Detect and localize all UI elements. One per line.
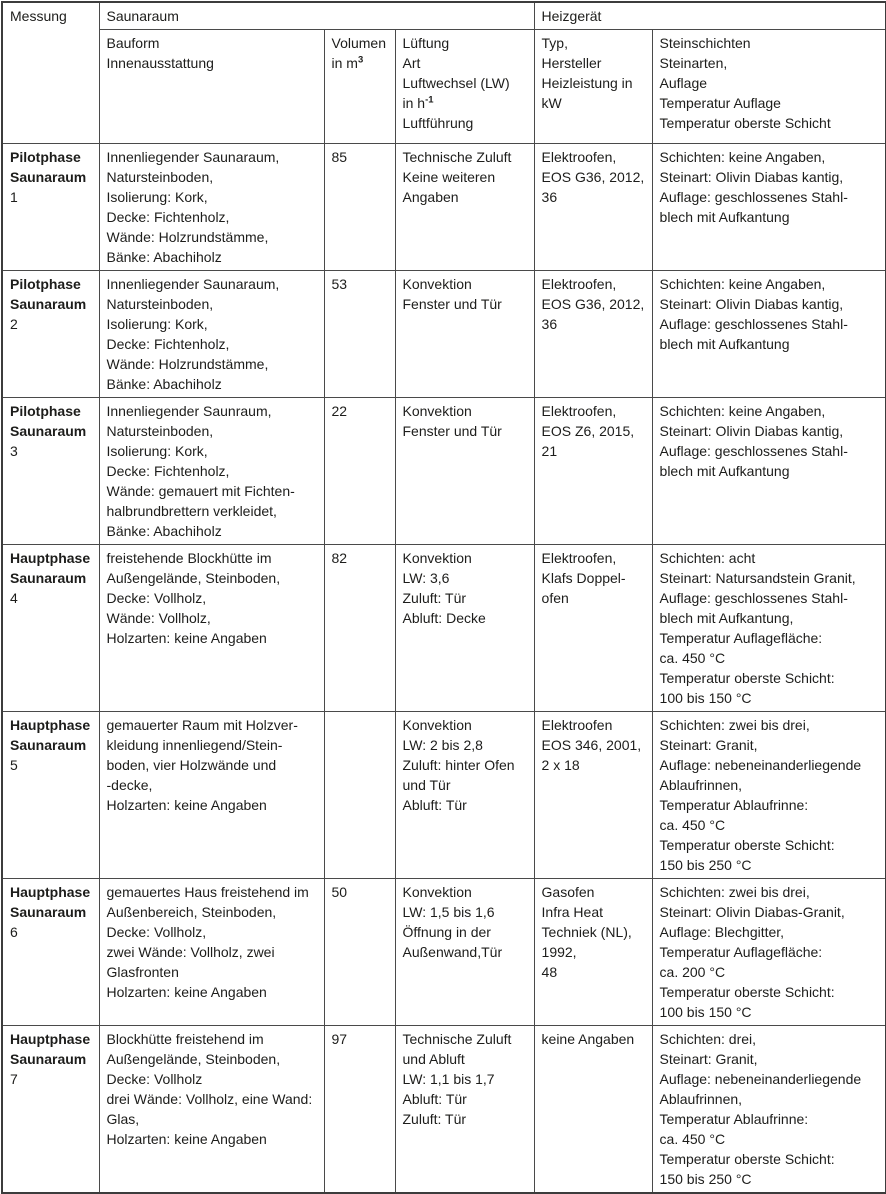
cell-messung <box>2 398 99 545</box>
row-sauna-label: Saunaraum <box>10 570 87 586</box>
cell-lueftung: Konvektion Fenster und Tür <box>395 398 534 545</box>
row-phase-label: Pilotphase <box>10 149 81 165</box>
row-phase-label: Hauptphase <box>10 550 91 566</box>
cell-volumen: 50 <box>324 879 395 1026</box>
cell-lueftung: Technische Zuluft und Abluft LW: 1,1 bis 1,7 Abluft: Tür Zuluft: Tür <box>395 1026 534 1194</box>
group-header-row <box>2 2 886 30</box>
cell-bauform: Innenliegender Saunaraum, Natursteinboden, Isolierung: Kork, Decke: Fichtenholz, Wände: Holzrundstämme, Bänke: Abachiholz <box>99 271 324 398</box>
cell-steinschichten: Schichten: keine Angaben, Steinart: Olivin Diabas kantig, Auflage: geschlossenes Stahl- blech mit Aufkantung <box>652 271 886 398</box>
cell-lueftung: Konvektion LW: 2 bis 2,8 Zuluft: hinter Ofen und Tür Abluft: Tür <box>395 712 534 879</box>
header-lueftung-sup: -1 <box>425 94 434 106</box>
cell-messung <box>2 879 99 1026</box>
cell-typ: Elektroofen, EOS Z6, 2015, 21 <box>534 398 652 545</box>
cell-volumen: 85 <box>324 144 395 271</box>
cell-steinschichten: Schichten: zwei bis drei, Steinart: Granit, Auflage: nebeneinanderliegende Ablaufrinnen, Temperatur Ablaufrinne: ca. 450 °C Temperatur oberste Schicht: 150 bis 250 °C <box>652 712 886 879</box>
table-row <box>2 144 886 271</box>
cell-typ: Elektroofen, Klafs Doppel- ofen <box>534 545 652 712</box>
row-phase-label: Pilotphase <box>10 276 81 292</box>
cell-volumen <box>324 712 395 879</box>
row-phase-label: Hauptphase <box>10 717 91 733</box>
cell-bauform: Blockhütte freistehend im Außengelände, Steinboden, Decke: Vollholz drei Wände: Vollholz, eine Wand: Glas, Holzarten: keine Angaben <box>99 1026 324 1194</box>
measurement-table <box>1 1 886 1194</box>
row-sauna-number: 3 <box>10 443 18 459</box>
cell-lueftung: Konvektion LW: 1,5 bis 1,6 Öffnung in der Außenwand,Tür <box>395 879 534 1026</box>
header-volumen-sup: 3 <box>357 54 364 66</box>
table-row <box>2 1026 886 1194</box>
row-sauna-label: Saunaraum <box>10 1051 87 1067</box>
header-bauform: Bauform Innenausstattung <box>99 30 324 144</box>
cell-lueftung: Konvektion LW: 3,6 Zuluft: Tür Abluft: Decke <box>395 545 534 712</box>
cell-steinschichten: Schichten: keine Angaben, Steinart: Olivin Diabas kantig, Auflage: geschlossenes Stahl- blech mit Aufkantung <box>652 398 886 545</box>
cell-steinschichten: Schichten: keine Angaben, Steinart: Olivin Diabas kantig, Auflage: geschlossenes Stahl- blech mit Aufkantung <box>652 144 886 271</box>
header-messung: Messung <box>2 2 99 144</box>
row-sauna-number: 1 <box>10 189 18 205</box>
cell-messung <box>2 1026 99 1194</box>
header-volumen-unit: in m <box>331 55 358 71</box>
cell-messung <box>2 271 99 398</box>
cell-typ: Elektroofen, EOS G36, 2012, 36 <box>534 144 652 271</box>
header-steinschichten: Steinschichten Steinarten, Auflage Temperatur Auflage Temperatur oberste Schicht <box>652 30 886 144</box>
cell-lueftung: Konvektion Fenster und Tür <box>395 271 534 398</box>
header-volumen-line1: Volumen <box>331 35 386 51</box>
cell-steinschichten: Schichten: drei, Steinart: Granit, Auflage: nebeneinanderliegende Ablaufrinnen, Temperatur Ablaufrinne: ca. 450 °C Temperatur oberste Schicht: 150 bis 250 °C <box>652 1026 886 1194</box>
cell-typ: keine Angaben <box>534 1026 652 1194</box>
table-row <box>2 879 886 1026</box>
cell-lueftung: Technische Zuluft Keine weiteren Angaben <box>395 144 534 271</box>
table-body <box>2 144 886 1194</box>
header-lueftung-post: Luftführung <box>402 115 474 131</box>
row-sauna-label: Saunaraum <box>10 423 87 439</box>
table-row <box>2 545 886 712</box>
row-phase-label: Hauptphase <box>10 1031 91 1047</box>
header-group-saunaraum: Saunaraum <box>99 2 534 30</box>
row-sauna-label: Saunaraum <box>10 296 87 312</box>
cell-typ: Gasofen Infra Heat Techniek (NL), 1992, 48 <box>534 879 652 1026</box>
header-volumen <box>324 30 395 144</box>
row-sauna-label: Saunaraum <box>10 904 87 920</box>
header-lueftung <box>395 30 534 144</box>
row-sauna-number: 7 <box>10 1071 18 1087</box>
header-lueftung-lines: Lüftung Art Luftwechsel (LW) <box>402 35 510 91</box>
cell-volumen: 22 <box>324 398 395 545</box>
cell-steinschichten: Schichten: acht Steinart: Natursandstein Granit, Auflage: geschlossenes Stahl- blech mit Aufkantung, Temperatur Auflagefläche: ca. 450 °C Temperatur oberste Schicht: 100 bis 150 °C <box>652 545 886 712</box>
cell-bauform: Innenliegender Saunaraum, Natursteinboden, Isolierung: Kork, Decke: Fichtenholz, Wände: Holzrundstämme, Bänke: Abachiholz <box>99 144 324 271</box>
cell-typ: Elektroofen EOS 346, 2001, 2 x 18 <box>534 712 652 879</box>
cell-bauform: Innenliegender Saunraum, Natursteinboden, Isolierung: Kork, Decke: Fichtenholz, Wände: gemauert mit Fichten- halbrundbrettern verkleidet, Bänke: Abachiholz <box>99 398 324 545</box>
cell-volumen: 97 <box>324 1026 395 1194</box>
row-sauna-number: 2 <box>10 316 18 332</box>
row-sauna-number: 5 <box>10 757 18 773</box>
row-sauna-number: 4 <box>10 590 18 606</box>
table-row <box>2 712 886 879</box>
cell-bauform: freistehende Blockhütte im Außengelände, Steinboden, Decke: Vollholz, Wände: Vollholz, Holzarten: keine Angaben <box>99 545 324 712</box>
cell-bauform: gemauertes Haus freistehend im Außenbereich, Steinboden, Decke: Vollholz, zwei Wände: Vollholz, zwei Glasfronten Holzarten: keine Angaben <box>99 879 324 1026</box>
header-lueftung-unit: in h <box>402 95 426 111</box>
row-phase-label: Hauptphase <box>10 884 91 900</box>
header-typ: Typ, Hersteller Heizleistung in kW <box>534 30 652 144</box>
cell-messung <box>2 545 99 712</box>
cell-steinschichten: Schichten: zwei bis drei, Steinart: Olivin Diabas-Granit, Auflage: Blechgitter, Temperatur Auflagefläche: ca. 200 °C Temperatur oberste Schicht: 100 bis 150 °C <box>652 879 886 1026</box>
cell-volumen: 53 <box>324 271 395 398</box>
cell-volumen: 82 <box>324 545 395 712</box>
sub-header-row <box>2 30 886 144</box>
row-sauna-number: 6 <box>10 924 18 940</box>
cell-bauform: gemauerter Raum mit Holzver- kleidung innenliegend/Stein- boden, vier Holzwände und -decke, Holzarten: keine Angaben <box>99 712 324 879</box>
cell-messung <box>2 144 99 271</box>
row-phase-label: Pilotphase <box>10 403 81 419</box>
cell-messung <box>2 712 99 879</box>
row-sauna-label: Saunaraum <box>10 737 87 753</box>
cell-typ: Elektroofen, EOS G36, 2012, 36 <box>534 271 652 398</box>
table-row <box>2 398 886 545</box>
row-sauna-label: Saunaraum <box>10 169 87 185</box>
table-row <box>2 271 886 398</box>
table-header <box>2 2 886 144</box>
header-group-heizgeraet: Heizgerät <box>534 2 886 30</box>
